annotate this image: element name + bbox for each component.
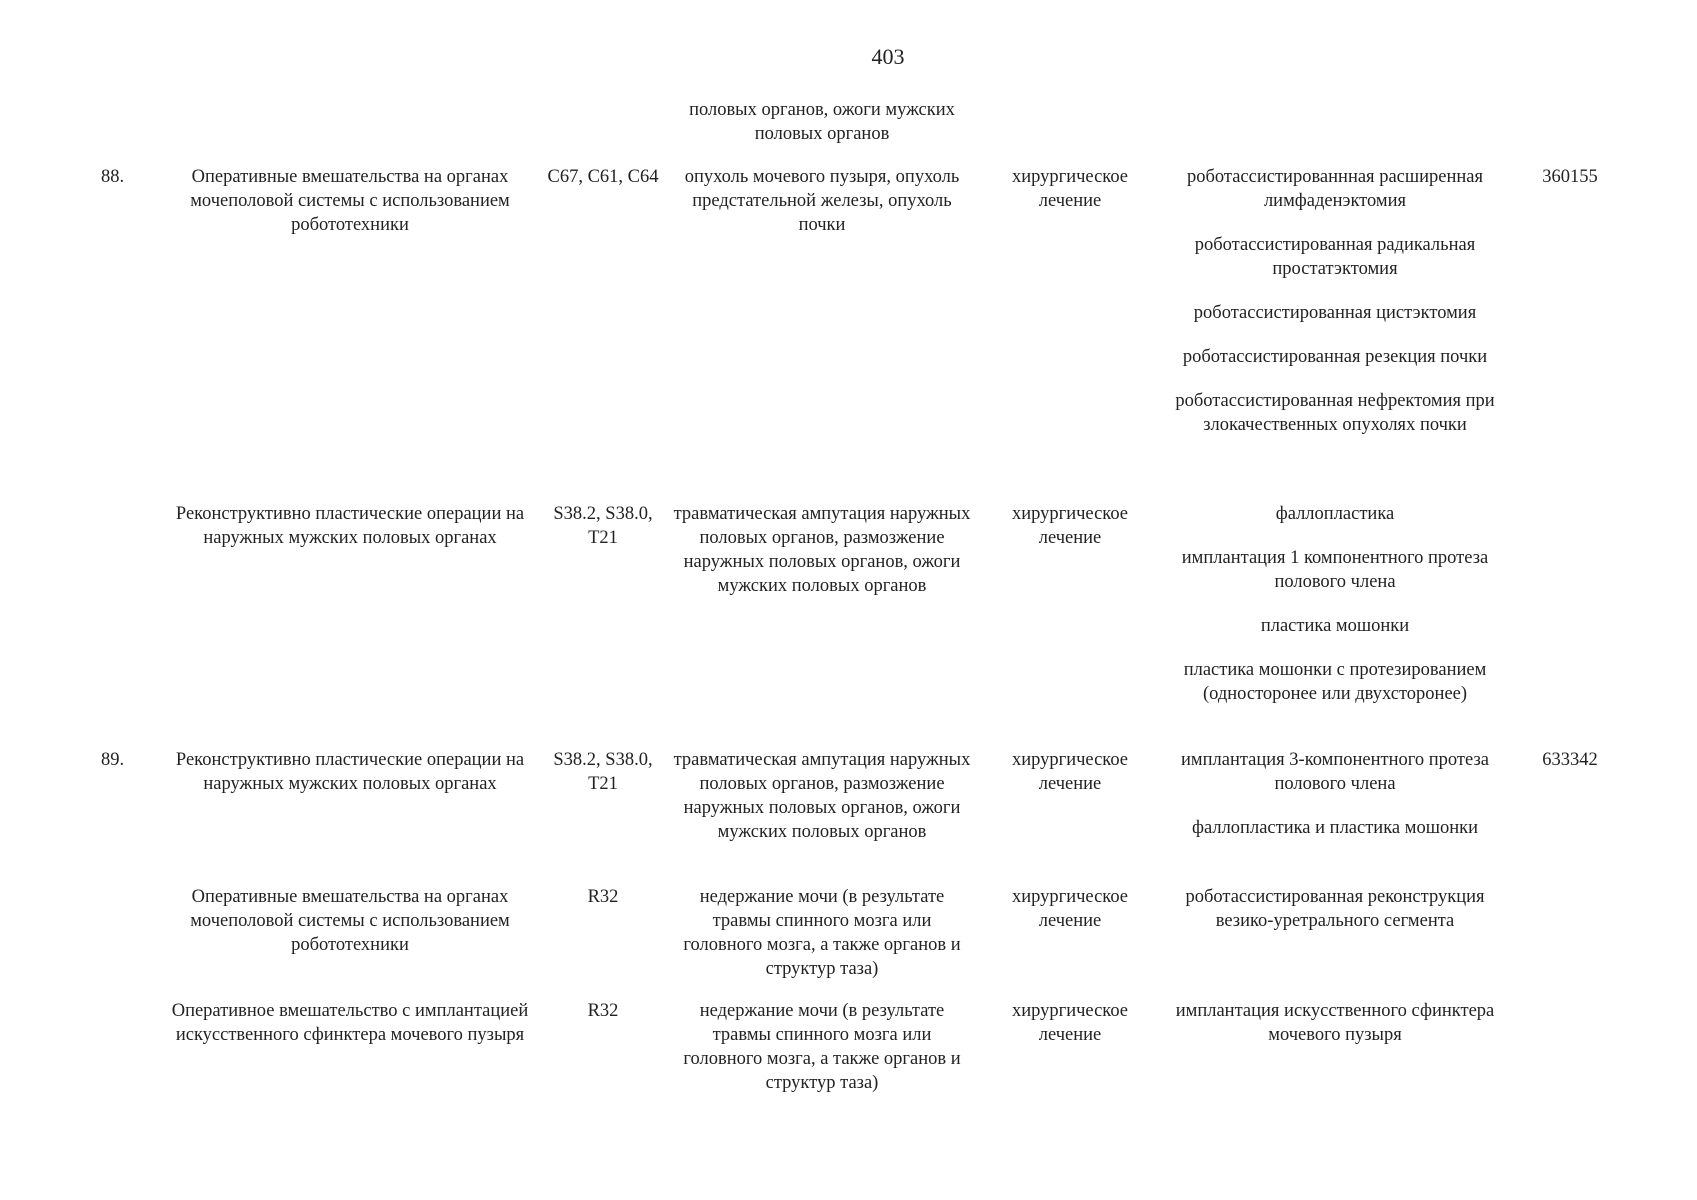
intervention-name: Оперативные вмешательства на органах мочеполовой системы с использованием робототехники xyxy=(190,167,510,235)
intervention-name: Реконструктивно пластические операции на наружных мужских половых органах xyxy=(175,504,525,548)
icd-codes: R32 xyxy=(587,1001,619,1021)
method-item: имплантация 3-компонентного протеза полового члена xyxy=(1181,750,1489,794)
diagnosis: недержание мочи (в результате травмы спинного мозга или головного мозга, а также органов и структур таза) xyxy=(683,887,961,979)
method-item: роботассистированная цистэктомия xyxy=(1193,303,1477,323)
method-item: роботассистированнная расширенная лимфаденэктомия xyxy=(1186,167,1483,211)
treatment-methods xyxy=(1155,502,1515,706)
icd-codes: C67, C61, C64 xyxy=(547,167,659,187)
method-item: роботассистированная нефректомия при злокачественных опухолях почки xyxy=(1175,391,1495,435)
icd-codes: S38.2, S38.0, T21 xyxy=(553,750,653,794)
row-number: 89. xyxy=(101,750,125,770)
icd-codes: S38.2, S38.0, T21 xyxy=(553,504,653,548)
treatment-methods xyxy=(1155,748,1515,840)
intervention-name: Оперативные вмешательства на органах мочеполовой системы с использованием робототехники xyxy=(190,887,510,955)
treatment-type: хирургическое лечение xyxy=(1011,167,1129,211)
intervention-name: Оперативное вмешательство с имплантацией искусственного сфинктера мочевого пузыря xyxy=(171,1001,529,1045)
intervention-name: Реконструктивно пластические операции на наружных мужских половых органах xyxy=(175,750,525,794)
method-item: пластика мошонки с протезированием (односторонее или двухсторонее) xyxy=(1183,660,1487,704)
method-item: имплантация искусственного сфинктера мочевого пузыря xyxy=(1175,1001,1495,1045)
page-number: 403 xyxy=(871,44,905,69)
treatment-type: хирургическое лечение xyxy=(1011,750,1129,794)
diagnosis: опухоль мочевого пузыря, опухоль предстательной железы, опухоль почки xyxy=(684,167,960,235)
method-item: пластика мошонки xyxy=(1260,616,1410,636)
method-item: роботассистированная резекция почки xyxy=(1182,347,1488,367)
treatment-type: хирургическое лечение xyxy=(1011,504,1129,548)
row-number: 88. xyxy=(101,167,125,187)
method-item: роботассистированная реконструкция везико-уретрального сегмента xyxy=(1185,887,1485,931)
treatment-type: хирургическое лечение xyxy=(1011,1001,1129,1045)
method-item: имплантация 1 компонентного протеза полового члена xyxy=(1181,548,1489,592)
method-item: фаллопластика xyxy=(1275,504,1395,524)
cost-value: 360155 xyxy=(1542,167,1598,187)
icd-codes: R32 xyxy=(587,887,619,907)
treatment-methods xyxy=(1155,999,1515,1047)
diagnosis: травматическая ампутация наружных половых органов, размозжение наружных половых органов, ожоги мужских половых органов xyxy=(673,750,971,842)
treatment-methods xyxy=(1155,885,1515,933)
continued-diagnosis: половых органов, ожоги мужских половых органов xyxy=(689,100,955,144)
method-item: фаллопластика и пластика мошонки xyxy=(1191,818,1478,838)
treatment-type: хирургическое лечение xyxy=(1011,887,1129,931)
diagnosis: травматическая ампутация наружных половых органов, размозжение наружных половых органов, ожоги мужских половых органов xyxy=(673,504,971,596)
treatment-methods xyxy=(1155,165,1515,437)
diagnosis: недержание мочи (в результате травмы спинного мозга или головного мозга, а также органов и структур таза) xyxy=(683,1001,961,1093)
method-item: роботассистированная радикальная простатэктомия xyxy=(1194,235,1476,279)
cost-value: 633342 xyxy=(1542,750,1598,770)
